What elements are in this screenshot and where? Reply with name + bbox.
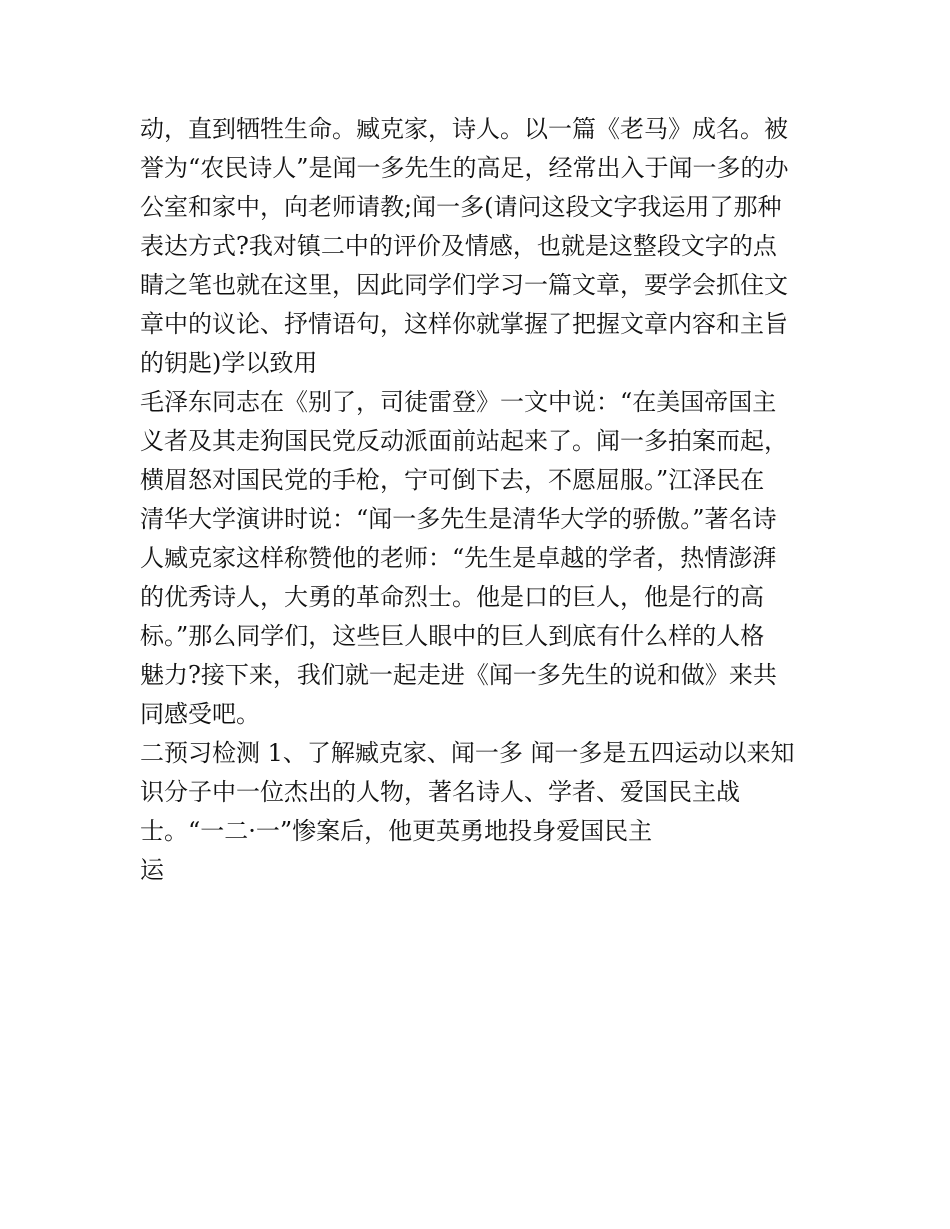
document-body bbox=[140, 110, 820, 890]
text-line: 二预习检测 1、了解臧克家、闻一多 闻一多是五四运动以来知 bbox=[140, 739, 795, 767]
text-line: 的钥匙)学以致用 bbox=[140, 349, 318, 377]
text-line: 义者及其走狗国民党反动派面前站起来了。闻一多拍案而起， bbox=[140, 427, 788, 455]
text-line: 毛泽东同志在《别了，司徒雷登》一文中说：“在美国帝国主 bbox=[140, 388, 777, 416]
text-line: 章中的议论、抒情语句，这样你就掌握了把握文章内容和主旨 bbox=[140, 310, 788, 338]
text-line: 魅力?接下来，我们就一起走进《闻一多先生的说和做》来共 bbox=[140, 661, 777, 689]
text-line: 公室和家中，向老师请教;闻一多(请问这段文字我运用了那种 bbox=[140, 193, 782, 221]
text-line: 士。“一二·一”惨案后，他更英勇地投身爱国民主 bbox=[140, 817, 653, 845]
text-line: 睛之笔也就在这里，因此同学们学习一篇文章，要学会抓住文 bbox=[140, 271, 788, 299]
text-line: 识分子中一位杰出的人物，著名诗人、学者、爱国民主战 bbox=[140, 778, 740, 806]
text-line: 誉为“农民诗人”是闻一多先生的高足，经常出入于闻一多的办 bbox=[140, 154, 789, 182]
text-line: 表达方式?我对镇二中的评价及情感，也就是这整段文字的点 bbox=[140, 232, 777, 260]
text-line: 标。”那么同学们，这些巨人眼中的巨人到底有什么样的人格 bbox=[140, 622, 765, 650]
text-line: 动，直到牺牲生命。臧克家，诗人。以一篇《老马》成名。被 bbox=[140, 115, 788, 143]
text-line: 同感受吧。 bbox=[140, 700, 260, 728]
text-line: 横眉怒对国民党的手枪，宁可倒下去，不愿屈服。”江泽民在 bbox=[140, 466, 765, 494]
text-line: 人臧克家这样称赞他的老师：“先生是卓越的学者，热情澎湃 bbox=[140, 544, 777, 572]
text-line: 的优秀诗人，大勇的革命烈士。他是口的巨人，他是行的高 bbox=[140, 583, 764, 611]
text-line: 运 bbox=[140, 856, 164, 884]
text-line: 清华大学演讲时说：“闻一多先生是清华大学的骄傲。”著名诗 bbox=[140, 505, 777, 533]
